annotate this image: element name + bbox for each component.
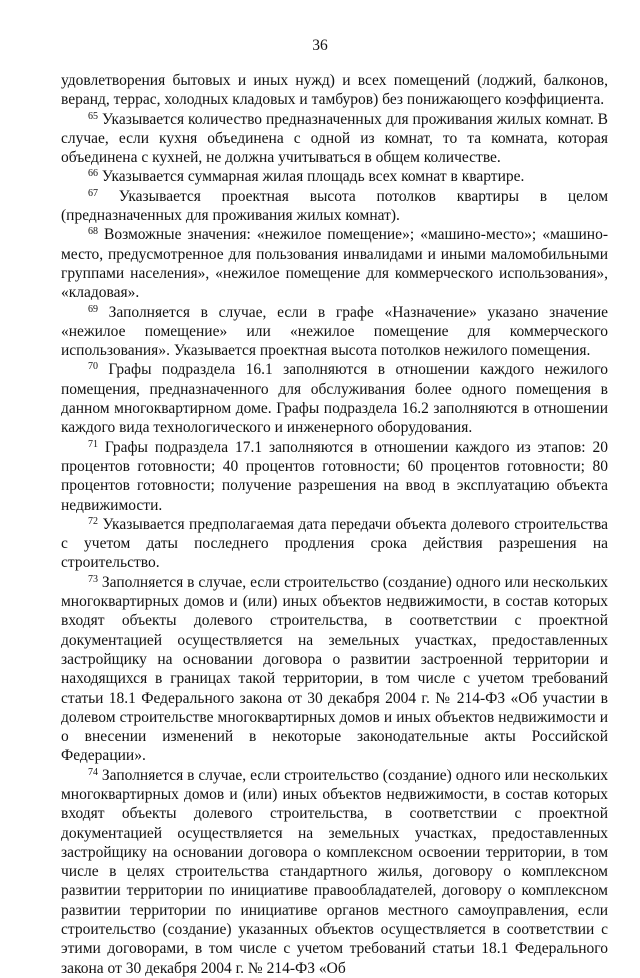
- footnote-72: [61, 515, 608, 573]
- footnote-text: Графы подраздела 17.1 заполняются в отношении каждого из этапов: 20 процентов готовности; 40 процентов готовности; 60 процентов готовности; 80 процентов готовности; получение разрешения на ввод в эксплуатацию объекта недвижимости.: [61, 438, 608, 514]
- footnote-text: Возможные значения: «нежилое помещение»; «машино-место»; «машино-место, предусмотренное для пользования инвалидами и иными маломобильными группами населения», «нежилое помещение для коммерческого использования», «кладовая».: [61, 226, 608, 302]
- footnote-text: Заполняется в случае, если в графе «Назначение» указано значение «нежилое помещение» или «нежилое помещение для коммерческого использования». Указывается проектная высота потолков нежилого помещения.: [61, 303, 608, 360]
- footnote-67: [61, 187, 608, 226]
- footnote-marker: 73: [88, 573, 98, 585]
- footnote-70: [61, 360, 608, 437]
- footnote-text: Заполняется в случае, если строительство (создание) одного или нескольких многоквартирных домов и (или) иных объектов недвижимости, в состав которых входят объекты долевого строительства, в соответствии с проектной документацией осуществляется на земельных участках, предоставленных застройщику на основании договора о комплексном освоении территории, в том числе в целях строительства стандартного жилья, договору о комплексном развитии территории по инициативе правообладателей, договору о комплексном развитии территории по инициативе органов местного самоуправления, если строительство (создание) указанных объектов осуществляется в соответствии с этими договорами, в том числе с учетом требований статьи 18.1 Федерального закона от 30 декабря 2004 г. № 214-ФЗ «Об: [61, 766, 608, 977]
- footnote-73: [61, 573, 608, 766]
- footnotes-body: [61, 71, 608, 978]
- footnote-text: Указывается предполагаемая дата передачи объекта долевого строительства с учетом даты последнего продления срока действия разрешения на строительство.: [61, 515, 608, 572]
- footnote-marker: 70: [88, 361, 98, 373]
- footnote-74: [61, 766, 608, 978]
- footnote-text: Указывается количество предназначенных для проживания жилых комнат. В случае, если кухня объединена с одной из комнат, то та комната, которая объединена с кухней, не должна учитываться в общем количестве.: [61, 110, 608, 167]
- footnote-marker: 69: [88, 303, 98, 315]
- page-number: 36: [312, 37, 328, 54]
- footnote-text: Графы подраздела 16.1 заполняются в отношении каждого нежилого помещения, предназначенного для обслуживания более одного помещения в данном многоквартирном доме. Графы подраздела 16.2 заполняются в отношении каждого вида технологического и инженерного оборудования.: [61, 361, 608, 437]
- footnote-text: Указывается проектная высота потолков квартиры в целом (предназначенных для проживания жилых комнат).: [61, 187, 608, 225]
- footnote-71: [61, 438, 608, 515]
- footnote-69: [61, 303, 608, 361]
- paragraph-text: удовлетворения бытовых и иных нужд) и всех помещений (лоджий, балконов, веранд, террас, холодных кладовых и тамбуров) без понижающего коэффициента.: [61, 72, 608, 109]
- footnote-marker: 74: [88, 766, 98, 778]
- footnote-marker: 67: [88, 187, 98, 199]
- footnote-text: Указывается суммарная жилая площадь всех комнат в квартире.: [98, 168, 525, 186]
- footnote-marker: 68: [88, 226, 98, 238]
- footnote-65: [61, 110, 608, 168]
- footnote-marker: 72: [88, 515, 98, 527]
- footnote-marker: 65: [88, 110, 98, 122]
- footnote-68: [61, 225, 608, 302]
- footnote-marker: 71: [88, 438, 98, 450]
- footnote-marker: 66: [88, 168, 98, 180]
- footnote-text: Заполняется в случае, если строительство (создание) одного или нескольких многоквартирных домов и (или) иных объектов недвижимости, в состав которых входят объекты долевого строительства, в соответствии с проектной документацией осуществляется на земельных участках, предоставленных застройщику на основании договора о развитии застроенной территории и находящихся в границах такой территории, в том числе с учетом требований статьи 18.1 Федерального закона от 30 декабря 2004 г. № 214-ФЗ «Об участии в долевом строительстве многоквартирных домов и иных объектов недвижимости и о внесении изменений в некоторые законодательные акты Российской Федерации».: [61, 573, 608, 765]
- paragraph-continuation: [61, 71, 608, 110]
- footnote-66: [61, 167, 608, 186]
